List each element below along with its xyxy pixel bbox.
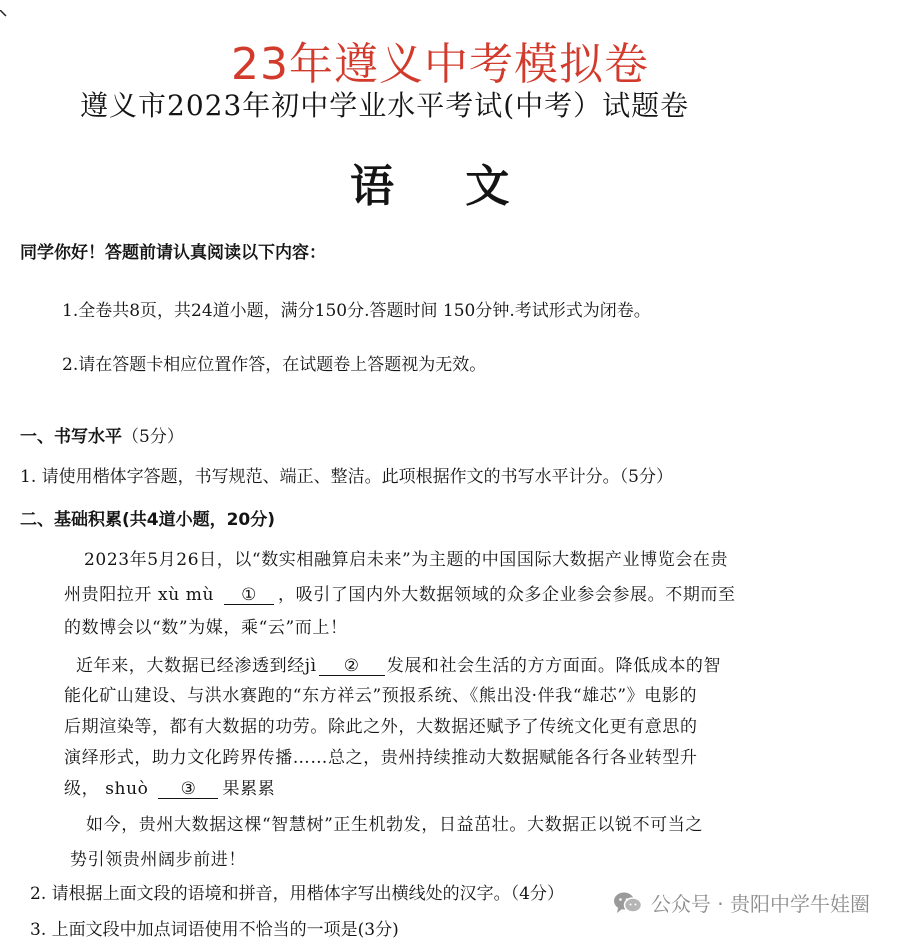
passage-p1-line-1: 2023年5月26日，以“数实相融算启未来”为主题的中国国际大数据产业博览会在贵 <box>84 550 729 570</box>
question-2: 2. 请根据上面文段的语境和拼音，用楷体字写出横线处的汉字。（4分） <box>30 884 564 904</box>
instruction-note-1: 1.全卷共8页，共24道小题，满分150分.答题时间 150分钟.考试形式为闭卷。 <box>62 301 651 321</box>
passage-p2-line-3: 后期渲染等，都有大数据的功劳。除此之外，大数据还赋予了传统文化更有意思的 <box>64 717 698 737</box>
subject-title: 语 文 <box>350 161 538 212</box>
watermark-text: 公众号 · 贵阳中学牛娃圈 <box>650 892 870 916</box>
passage-p1-line-2 <box>64 580 736 605</box>
passage-p2-line-1-rest: 发展和社会生活的方方面面。降低成本的智 <box>386 656 722 676</box>
answer-blank-2: ② <box>319 657 385 676</box>
passage-p2-line-1 <box>76 651 721 676</box>
answer-blank-1: ① <box>224 586 274 605</box>
section-1-title: 一、书写水平 <box>20 427 122 447</box>
passage-p3-line-1: 如今，贵州大数据这棵“智慧树”正生机勃发，日益茁壮。大数据正以锐不可当之 <box>86 815 703 835</box>
question-1: 1. 请使用楷体字答题，书写规范、端正、整洁。此项根据作文的书写水平计分。（5分） <box>20 467 673 487</box>
pinyin-xumu: 州贵阳拉开 xù mù <box>64 585 215 605</box>
passage-p2-line-5 <box>64 774 275 799</box>
pinyin-jing: 近年来，大数据已经渗透到经jì <box>76 656 317 676</box>
passage-p3-line-2: 势引领贵州阔步前进！ <box>70 850 246 870</box>
passage-p2-line-4: 演绎形式，助力文化跨界传播……总之，贵州持续推动大数据赋能各行各业转型升 <box>64 748 698 768</box>
question-3: 3. 上面文段中加点词语使用不恰当的一项是(3分) <box>30 920 399 940</box>
pinyin-shuo: 级， shuò <box>64 779 149 799</box>
watermark <box>613 888 870 917</box>
section-1-score: （5分） <box>122 427 184 447</box>
instruction-note-2: 2.请在答题卡相应位置作答，在试题卷上答题视为无效。 <box>62 355 487 375</box>
corner-mark <box>0 10 10 20</box>
wechat-icon <box>613 890 643 916</box>
answer-blank-3: ③ <box>158 780 218 799</box>
section-2-heading: 二、基础积累(共4道小题，20分) <box>20 510 276 530</box>
section-1-heading <box>20 422 184 447</box>
passage-p1-line-2-rest: ，吸引了国内外大数据领域的众多企业参会参展。不期而至 <box>278 585 736 605</box>
greeting: 同学你好！答题前请认真阅读以下内容： <box>20 243 326 263</box>
passage-p1-line-3: 的数博会以“数”为媒，乘“云”而上！ <box>64 618 348 638</box>
exam-title: 遵义市2023年初中学业水平考试(中考）试题卷 <box>80 89 690 122</box>
passage-p2-line-5-rest: 果累累 <box>222 779 276 799</box>
passage-p2-line-2: 能化矿山建设、与洪水赛跑的“东方祥云”预报系统、《熊出没·伴我“雄芯”》电影的 <box>64 686 698 706</box>
banner-title: 23年遵义中考模拟卷 <box>231 39 649 90</box>
